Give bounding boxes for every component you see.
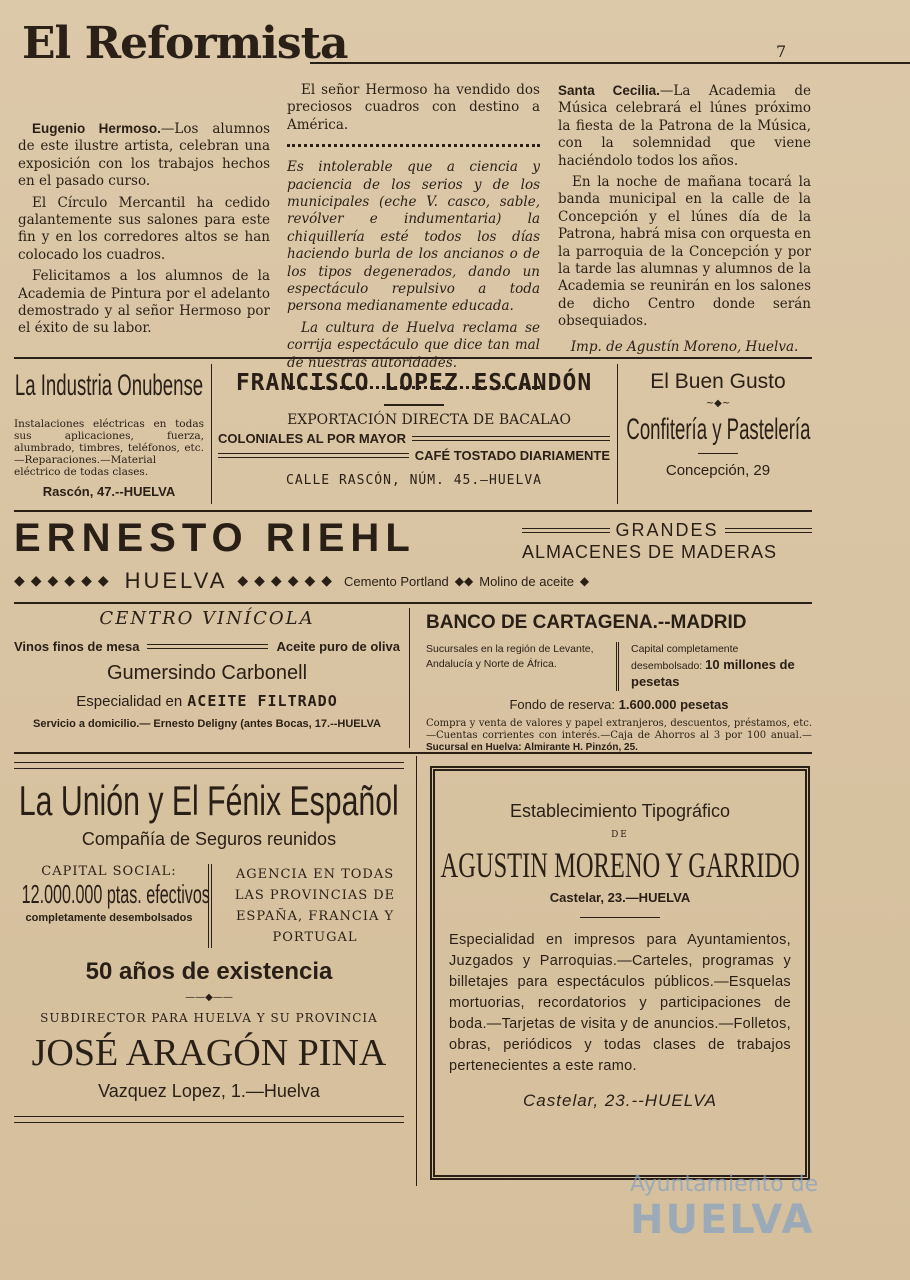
ad-body: Especialidad en impresos para Ayuntamientos, Juzgados y Parroquias.—Carteles, programas y billetajes para espectáculos públicos.—Esquelas mortuorias, recordatorios y participaciones de boda.—Tarjetas de visita y de anuncios.—Folletos, obras, periódicos y todas clases de trabajos pertenecientes a este ramo. bbox=[449, 932, 791, 1074]
ad-subtitle-wrap bbox=[624, 413, 812, 447]
ad-ornament: ——◆—— bbox=[185, 992, 233, 1003]
ad-ornament: ~◆~ bbox=[705, 398, 731, 409]
ad-ernesto-riehl bbox=[14, 516, 812, 600]
ad-agencia: AGENCIA EN TODAS LAS PROVINCIAS DE ESPAÑA, FRANCIA Y PORTUGAL bbox=[234, 867, 396, 945]
ad-name-wrap bbox=[435, 844, 805, 886]
ad-title: El Buen Gusto bbox=[650, 370, 786, 393]
news-paragraph: La cultura de Huelva reclama se corrija espectáculo que dice tan mal de nuestras autoridades. bbox=[287, 319, 540, 371]
ad-capital-row bbox=[14, 864, 404, 948]
ad-ornament bbox=[698, 453, 738, 454]
ad-left: Sucursales en la región de Levante, Andalucía y Norte de África. bbox=[426, 643, 594, 670]
chain-separator bbox=[287, 144, 540, 147]
ad-rule bbox=[725, 528, 813, 533]
ad-especialidad-label: Especialidad en bbox=[76, 693, 183, 710]
masthead-title: El Reformista bbox=[22, 18, 348, 69]
ad-line: COLONIALES AL POR MAYOR bbox=[218, 431, 407, 446]
ad-city: HUELVA bbox=[124, 568, 228, 593]
ad-left: Vinos finos de mesa bbox=[14, 639, 140, 654]
ad-rule bbox=[616, 642, 623, 691]
ad-footer: Castelar, 23.--HUELVA bbox=[523, 1091, 717, 1110]
imprint: Imp. de Agustín Moreno, Huelva. bbox=[570, 338, 799, 355]
ad-address: Vazquez Lopez, 1.—Huelva bbox=[98, 1081, 320, 1101]
ad-tipografico bbox=[430, 766, 810, 1180]
ad-ornament bbox=[580, 917, 660, 918]
news-item-santa-cecilia bbox=[558, 82, 811, 170]
ad-industria-onubense bbox=[14, 364, 204, 504]
section-rule bbox=[14, 602, 812, 604]
ad-right-value: 10 millones de pesetas bbox=[631, 657, 795, 689]
ad-ornament: ◆ bbox=[579, 574, 590, 588]
ad-union-fenix bbox=[14, 762, 404, 1182]
ad-right-label: Capital completamente desembolsado: bbox=[631, 643, 739, 672]
ad-lopez-escandon bbox=[218, 364, 610, 504]
column-rule bbox=[617, 364, 618, 504]
ad-capital-note: completamente desembolsados bbox=[25, 912, 193, 924]
ad-heading: Establecimiento Tipográfico bbox=[509, 801, 731, 821]
news-paragraph: El Círculo Mercantil ha cedido galantemente sus salones para este fin y en los corredores altos se han colocado los cuadros. bbox=[18, 194, 270, 263]
ad-address: CALLE RASCÓN, NÚM. 45.—HUELVA bbox=[286, 473, 542, 488]
ad-title-wrap bbox=[14, 777, 404, 825]
ad-line: CAFÉ TOSTADO DIARIAMENTE bbox=[414, 448, 610, 463]
ad-right: Aceite puro de oliva bbox=[276, 639, 400, 654]
ad-anos: 50 años de existencia bbox=[85, 958, 333, 985]
ad-title: CENTRO VINÍCOLA bbox=[99, 608, 315, 629]
ad-rule bbox=[14, 762, 404, 769]
ad-line-row bbox=[218, 448, 610, 463]
news-column-3 bbox=[558, 82, 811, 360]
news-paragraph: Felicitamos a los alumnos de la Academia de Pintura por el adelanto demostrado y al señor Hermoso por el éxito de su labor. bbox=[18, 268, 270, 337]
section-rule bbox=[14, 752, 812, 754]
ad-rule bbox=[412, 436, 610, 441]
ad-rule bbox=[522, 528, 610, 533]
ad-capital-label: CAPITAL SOCIAL: bbox=[41, 864, 177, 879]
ad-title: ERNESTO RIEHL bbox=[14, 516, 416, 560]
watermark bbox=[630, 1172, 818, 1243]
news-item-hermoso bbox=[18, 120, 270, 191]
ad-rule bbox=[147, 644, 268, 649]
news-column-1 bbox=[18, 120, 270, 342]
column-rule bbox=[211, 364, 212, 504]
ad-rule bbox=[218, 453, 409, 458]
news-paragraph: Es intolerable que a ciencia y paciencia de los serios y de los municipales (eche V. casco, sable, revólver e indumentaria) la chiquillería esté todos los días haciendo burla de los ancianos o de los tipos degenerados, dando un espectáculo repulsivo a toda persona medianamente educada. bbox=[287, 159, 540, 315]
ad-almacenes: ALMACENES DE MADERAS bbox=[522, 542, 778, 562]
ad-especialidad-value: ACEITE FILTRADO bbox=[187, 692, 338, 710]
ad-servicio: Servicio a domicilio.— Ernesto Deligny (antes Bocas, 17.--HUELVA bbox=[32, 718, 381, 730]
news-heading: Eugenio Hermoso. bbox=[32, 121, 161, 136]
ad-title: FRANCISCO LOPEZ ESCANDÓN bbox=[235, 370, 593, 396]
ad-director: JOSÉ ARAGÓN PINA bbox=[31, 1032, 387, 1074]
ad-title: La Unión y El Fénix Español bbox=[19, 777, 399, 824]
ad-ornament: ◆◆ bbox=[454, 574, 474, 588]
ad-line: EXPORTACIÓN DIRECTA DE BACALAO bbox=[287, 412, 571, 428]
ad-reserva bbox=[426, 697, 812, 712]
news-text: —Los alumnos de este ilustre artista, celebran una exposición con los trabajos hechos en el pasado curso. bbox=[18, 121, 270, 190]
ad-buen-gusto bbox=[624, 364, 812, 504]
section-rule bbox=[14, 357, 812, 359]
ad-riehl-footer bbox=[14, 568, 812, 594]
ad-ornament: ◆◆◆◆◆◆ bbox=[237, 573, 338, 589]
ad-line-row bbox=[218, 431, 610, 446]
ad-address: Concepción, 29 bbox=[665, 462, 771, 479]
ad-banco-columns bbox=[426, 642, 812, 691]
ad-subtitle: Compañía de Seguros reunidos bbox=[81, 829, 337, 849]
ad-line-row bbox=[522, 520, 812, 541]
ad-de: DE bbox=[611, 830, 629, 840]
ad-capital bbox=[14, 864, 210, 948]
ad-name: Gumersindo Carbonell bbox=[106, 662, 308, 684]
ad-especialidad bbox=[14, 691, 400, 710]
ad-subdirector: SUBDIRECTOR PARA HUELVA Y SU PROVINCIA bbox=[40, 1011, 378, 1025]
column-rule bbox=[416, 756, 417, 1186]
ad-body-text: Compra y venta de valores y papel extranjeros, descuentos, préstamos, etc.—Cuentas corrientes con interés.—Caja de Ahorros al 3 por 100 anual.— bbox=[426, 718, 812, 741]
ad-body-address: Sucursal en Huelva: Almirante H. Pinzón, 25. bbox=[426, 742, 638, 753]
ad-grandes: GRANDES bbox=[615, 520, 719, 540]
news-paragraph: El señor Hermoso ha vendido dos preciosos cuadros con destino a América. bbox=[287, 82, 540, 133]
watermark-line: HUELVA bbox=[630, 1197, 815, 1243]
ad-right bbox=[631, 642, 812, 691]
ad-capital-value: 12.000.000 ptas. efectivos bbox=[21, 879, 210, 909]
ad-name: AGUSTIN MORENO Y GARRIDO bbox=[440, 845, 800, 885]
ad-rule bbox=[14, 1116, 404, 1123]
ad-body bbox=[426, 718, 812, 754]
masthead-rule bbox=[310, 62, 910, 64]
ad-reserva-label: Fondo de reserva: bbox=[509, 697, 615, 712]
ad-ornament: ◆◆◆◆◆◆ bbox=[14, 573, 115, 589]
ad-title: La Industria Onubense bbox=[14, 369, 204, 402]
page-number: 7 bbox=[776, 42, 787, 61]
section-rule bbox=[14, 510, 812, 512]
ad-rule bbox=[208, 864, 222, 948]
ad-capital-value-wrap bbox=[14, 879, 210, 910]
ad-molino: Molino de aceite bbox=[479, 573, 574, 589]
news-column-2 bbox=[287, 82, 540, 389]
news-paragraph: En la noche de mañana tocará la banda municipal en la calle de la Concepción y el lúnes día de la Patrona, habrá misa con orquesta en la parroquia de la Concepción y por la tarde las alumnas y alumnos de la Academia se reunirán en los salones de dicho Centro donde serán obsequiados. bbox=[558, 174, 811, 330]
ad-line-row bbox=[14, 639, 400, 654]
watermark-line: Ayuntamiento de bbox=[630, 1172, 819, 1197]
ad-ornament bbox=[384, 404, 444, 406]
ad-subtitle: Confitería y Pastelería bbox=[625, 413, 811, 446]
ad-title: BANCO DE CARTAGENA.--MADRID bbox=[426, 612, 747, 633]
news-heading: Santa Cecilia. bbox=[558, 83, 660, 98]
ad-cemento: Cemento Portland bbox=[344, 573, 449, 589]
ad-address: Rascón, 47.--HUELVA bbox=[42, 484, 176, 499]
ad-body: Instalaciones eléctricas en todas sus aplicaciones, fuerza, alumbrado, timbres, teléfonos, etc.—Reparaciones.—Material eléctrico de todas clases. bbox=[14, 418, 204, 478]
ad-banco-cartagena bbox=[426, 612, 812, 753]
column-rule bbox=[409, 608, 410, 748]
ad-address: Castelar, 23.—HUELVA bbox=[549, 890, 691, 905]
ad-centro-vinicola bbox=[14, 608, 400, 748]
news-text: —La Academia de Música celebrará el lúnes próximo la fiesta de la Patrona de la Música, con la solemnidad que viene haciéndolo todos los años. bbox=[558, 83, 811, 169]
ad-reserva-value: 1.600.000 pesetas bbox=[618, 697, 729, 712]
